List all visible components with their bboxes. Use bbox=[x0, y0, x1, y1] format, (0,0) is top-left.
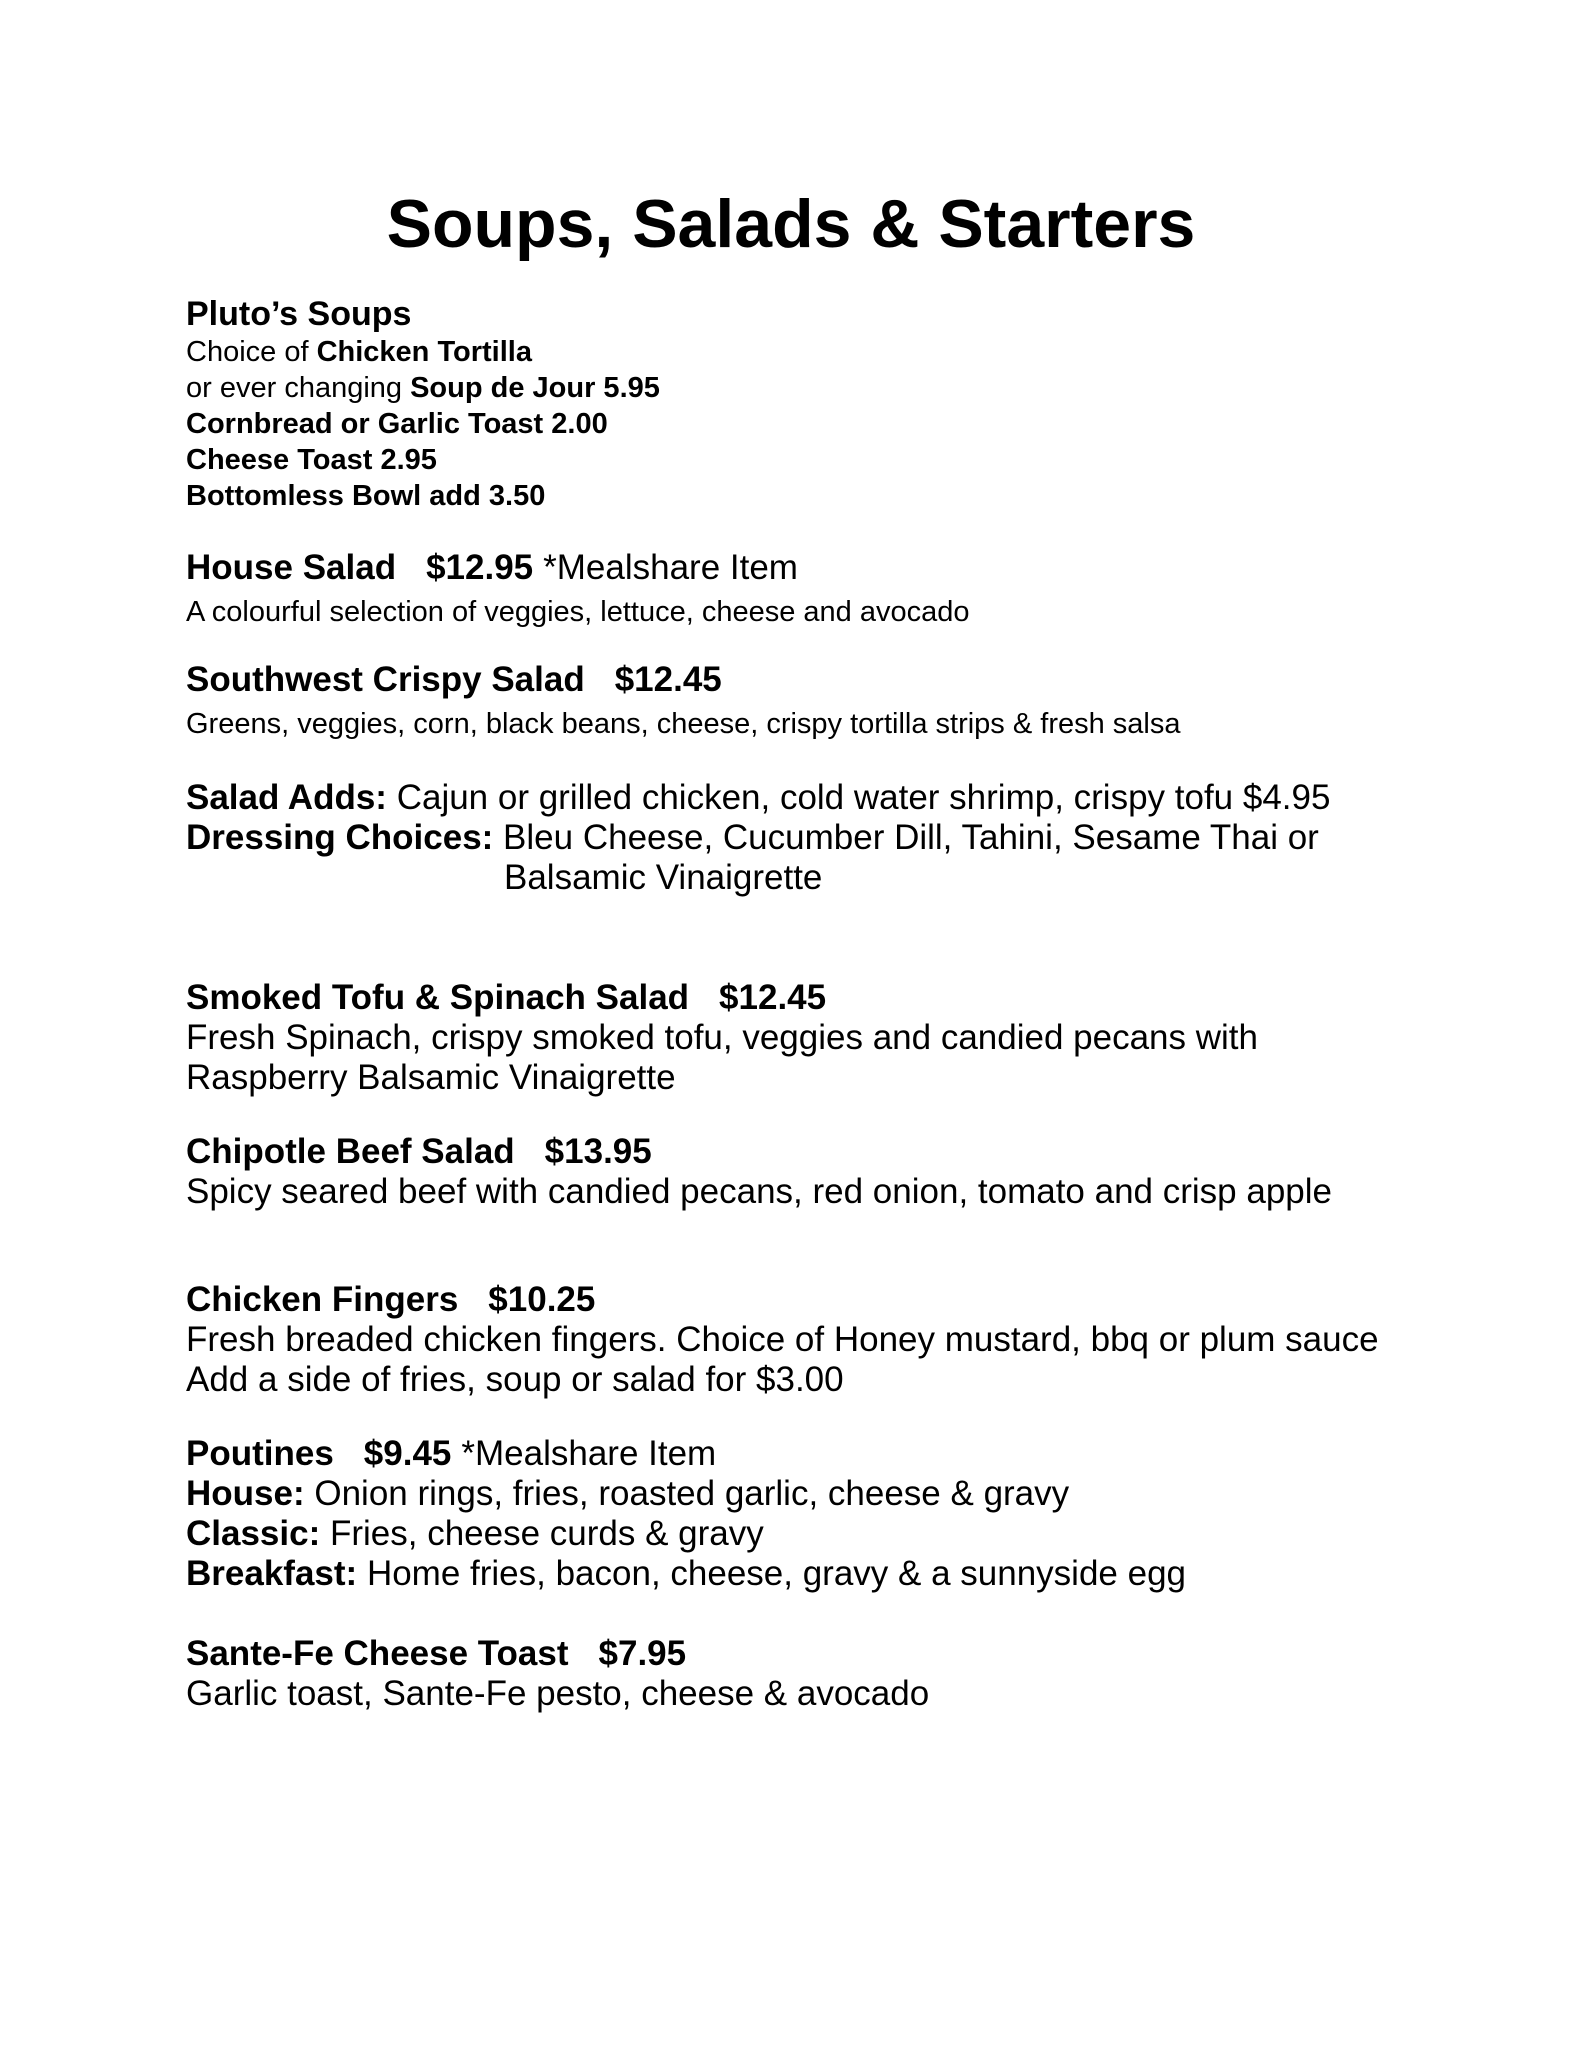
smoked-tofu-description-line-1: Fresh Spinach, crispy smoked tofu, veggies and candied pecans with bbox=[186, 1018, 1258, 1057]
sante-fe-price: $7.95 bbox=[598, 1634, 687, 1673]
chipotle-beef-name: Chipotle Beef Salad bbox=[186, 1132, 515, 1171]
house-salad-description: A colourful selection of veggies, lettuce, cheese and avocado bbox=[186, 596, 970, 628]
chicken-fingers-name: Chicken Fingers bbox=[186, 1280, 459, 1319]
poutine-breakfast-text: Home fries, bacon, cheese, gravy & a sunnyside egg bbox=[366, 1554, 1187, 1593]
page-title: Soups, Salads & Starters bbox=[386, 186, 1196, 262]
salad-adds-text: Cajun or grilled chicken, cold water shrimp, crispy tofu $4.95 bbox=[396, 778, 1331, 817]
southwest-salad-price: $12.45 bbox=[614, 660, 722, 699]
chicken-fingers-description-line-2: Add a side of fries, soup or salad for $3.00 bbox=[186, 1360, 844, 1399]
dressing-label: Dressing Choices: bbox=[186, 818, 494, 857]
poutine-house bbox=[186, 1474, 1069, 1514]
poutine-classic-label: Classic: bbox=[186, 1514, 321, 1553]
southwest-salad-description: Greens, veggies, corn, black beans, cheese, crispy tortilla strips & fresh salsa bbox=[186, 708, 1181, 740]
poutine-classic bbox=[186, 1514, 764, 1554]
soups-line-1-prefix: Choice of bbox=[186, 336, 317, 368]
chicken-fingers-price: $10.25 bbox=[488, 1280, 596, 1319]
smoked-tofu-price: $12.45 bbox=[719, 978, 827, 1017]
southwest-salad-name: Southwest Crispy Salad bbox=[186, 660, 585, 699]
soups-heading: Pluto’s Soups bbox=[186, 295, 412, 333]
chipotle-beef-price: $13.95 bbox=[544, 1132, 652, 1171]
house-salad-header bbox=[186, 548, 798, 588]
poutines-note: *Mealshare Item bbox=[461, 1434, 717, 1473]
poutine-breakfast bbox=[186, 1554, 1186, 1594]
dressing-text-line-1: Bleu Cheese, Cucumber Dill, Tahini, Sesame Thai or bbox=[503, 818, 1319, 857]
soups-line-2-bold: Soup de Jour 5.95 bbox=[410, 372, 660, 404]
soups-line-2-prefix: or ever changing bbox=[186, 372, 411, 404]
smoked-tofu-description-line-2: Raspberry Balsamic Vinaigrette bbox=[186, 1058, 676, 1097]
sante-fe-description: Garlic toast, Sante-Fe pesto, cheese & avocado bbox=[186, 1674, 930, 1713]
chicken-fingers-header bbox=[186, 1280, 595, 1320]
smoked-tofu-name: Smoked Tofu & Spinach Salad bbox=[186, 978, 690, 1017]
chicken-fingers-description-line-1: Fresh breaded chicken fingers. Choice of Honey mustard, bbq or plum sauce bbox=[186, 1320, 1379, 1359]
poutines-header bbox=[186, 1434, 716, 1474]
poutines-price: $9.45 bbox=[363, 1434, 452, 1473]
smoked-tofu-header bbox=[186, 978, 826, 1018]
soups-line-1 bbox=[186, 334, 532, 370]
sante-fe-header bbox=[186, 1634, 686, 1674]
soups-line-1-bold: Chicken Tortilla bbox=[316, 336, 532, 368]
soups-line-5: Bottomless Bowl add 3.50 bbox=[186, 480, 546, 512]
chipotle-beef-header bbox=[186, 1132, 652, 1172]
chipotle-beef-description: Spicy seared beef with candied pecans, red onion, tomato and crisp apple bbox=[186, 1172, 1332, 1211]
poutine-house-label: House: bbox=[186, 1474, 305, 1513]
poutines-name: Poutines bbox=[186, 1434, 334, 1473]
poutine-house-text: Onion rings, fries, roasted garlic, cheese & gravy bbox=[314, 1474, 1070, 1513]
salad-adds bbox=[186, 778, 1330, 818]
poutine-breakfast-label: Breakfast: bbox=[186, 1554, 358, 1593]
poutine-classic-text: Fries, cheese curds & gravy bbox=[329, 1514, 764, 1553]
sante-fe-name: Sante-Fe Cheese Toast bbox=[186, 1634, 569, 1673]
house-salad-note: *Mealshare Item bbox=[543, 548, 798, 587]
dressing-text-line-2: Balsamic Vinaigrette bbox=[504, 858, 823, 897]
house-salad-price: $12.95 bbox=[426, 548, 534, 587]
house-salad-name: House Salad bbox=[186, 548, 397, 587]
soups-line-4: Cheese Toast 2.95 bbox=[186, 444, 437, 476]
salad-adds-label: Salad Adds: bbox=[186, 778, 387, 817]
southwest-salad-header bbox=[186, 660, 722, 700]
dressing-choices bbox=[186, 818, 1319, 858]
soups-line-3: Cornbread or Garlic Toast 2.00 bbox=[186, 408, 608, 440]
soups-line-2 bbox=[186, 370, 660, 406]
